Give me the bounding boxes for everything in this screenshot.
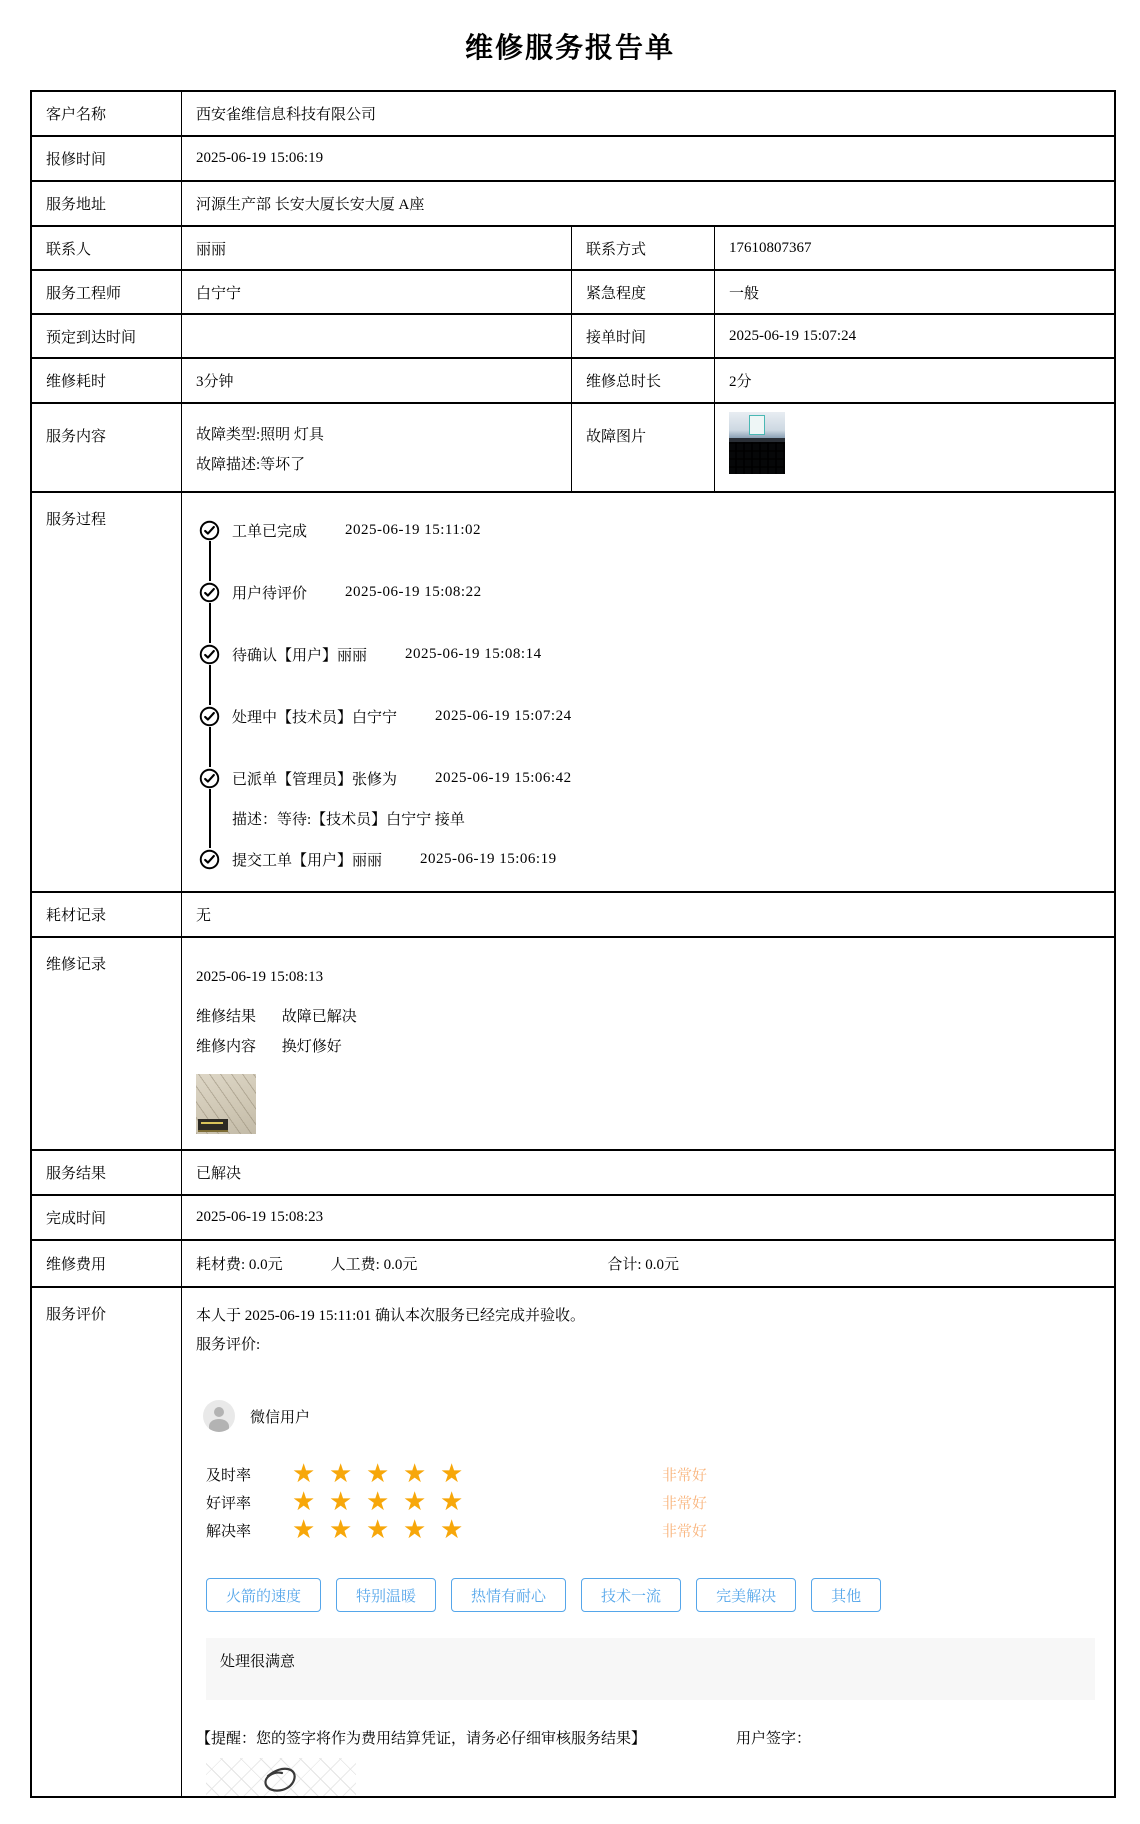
repair-photo-thumbnail[interactable] <box>196 1074 256 1134</box>
star-icon[interactable]: ★ <box>403 1515 427 1545</box>
finish-time-value: 2025-06-19 15:08:23 <box>181 1196 1114 1239</box>
star-rating[interactable] <box>292 1461 477 1487</box>
fees-cell <box>181 1241 1114 1286</box>
star-icon[interactable]: ★ <box>292 1515 316 1545</box>
fault-photo-thumbnail[interactable] <box>729 412 785 474</box>
total-time-label: 维修总时长 <box>571 359 714 402</box>
rating-row-praise <box>206 1488 1114 1516</box>
page-title: 维修服务报告单 <box>464 33 675 64</box>
report-table <box>30 90 1116 1798</box>
star-icon[interactable]: ★ <box>329 1487 353 1517</box>
consumables-value: 无 <box>181 893 1114 936</box>
star-icon[interactable]: ★ <box>366 1487 390 1517</box>
signature-reminder: 【提醒：您的签字将作为费用结算凭证，请务必仔细审核服务结果】 <box>196 1731 647 1747</box>
fault-photo-screen-card <box>749 415 765 435</box>
star-icon[interactable]: ★ <box>403 1459 427 1489</box>
rating-name: 好评率 <box>206 1495 252 1512</box>
rating-remark: 非常好 <box>662 1523 708 1540</box>
rating-name: 及时率 <box>206 1467 252 1484</box>
step-time: 2025-06-19 15:06:19 <box>420 850 557 867</box>
row-report-time <box>32 137 1114 182</box>
step-text: 用户待评价 <box>232 585 308 602</box>
fault-image-cell <box>714 404 1114 491</box>
labor-fee: 人工费: 0.0元 <box>330 1257 418 1273</box>
signature-label: 用户签字： <box>736 1731 812 1747</box>
step-text: 待确认【用户】丽丽 <box>232 647 368 664</box>
row-scheduled <box>32 315 1114 359</box>
step-time: 2025-06-19 15:08:14 <box>405 645 542 662</box>
star-icon[interactable]: ★ <box>292 1459 316 1489</box>
step-time: 2025-06-19 15:06:42 <box>435 769 572 786</box>
step-text: 提交工单【用户】丽丽 <box>232 852 383 869</box>
dispatch-description-block <box>199 789 1114 848</box>
step-time: 2025-06-19 15:07:24 <box>435 707 572 724</box>
address-value: 河源生产部 长安大厦长安大厦 A座 <box>181 182 1114 225</box>
row-finish-time <box>32 1196 1114 1241</box>
report-time-label: 报修时间 <box>46 152 107 168</box>
total-time-value: 2分 <box>714 359 1114 402</box>
phone-value: 17610807367 <box>714 227 1114 269</box>
customer-value: 西安雀维信息科技有限公司 <box>181 92 1114 135</box>
fault-image-label: 故障图片 <box>571 404 714 491</box>
tag-perfect-solution[interactable]: 完美解决 <box>696 1578 796 1612</box>
check-circle-icon <box>199 849 220 870</box>
rating-row-resolution <box>206 1516 1114 1544</box>
timeline-step <box>199 848 1114 870</box>
row-evaluation <box>32 1288 1114 1796</box>
repair-content-label: 维修内容 <box>196 1039 257 1055</box>
phone-label: 联系方式 <box>571 227 714 269</box>
repair-result-label: 维修结果 <box>196 1009 257 1025</box>
report-time-value: 2025-06-19 15:06:19 <box>181 137 1114 180</box>
process-label: 服务过程 <box>46 512 107 528</box>
total-fee: 合计: 0.0元 <box>607 1257 680 1273</box>
rating-remark: 非常好 <box>662 1467 708 1484</box>
row-service-content <box>32 404 1114 493</box>
confirmation-text: 本人于 2025-06-19 15:11:01 确认本次服务已经完成并验收。 <box>196 1308 586 1324</box>
evaluation-label: 服务评价 <box>46 1307 107 1323</box>
address-label: 服务地址 <box>46 197 107 213</box>
step-time: 2025-06-19 15:08:22 <box>345 583 482 600</box>
star-icon[interactable]: ★ <box>366 1459 390 1489</box>
accepted-value: 2025-06-19 15:07:24 <box>714 315 1114 357</box>
fault-desc-text: 故障描述:等坏了 <box>196 457 306 473</box>
timeline-step <box>199 519 1114 541</box>
rating-rows <box>196 1460 1114 1544</box>
row-engineer <box>32 271 1114 315</box>
evaluation-sub-label: 服务评价: <box>196 1337 261 1353</box>
star-icon[interactable]: ★ <box>440 1459 464 1489</box>
star-icon[interactable]: ★ <box>440 1515 464 1545</box>
engineer-value: 白宁宁 <box>181 271 571 313</box>
repair-record-time: 2025-06-19 15:08:13 <box>196 969 324 985</box>
fault-photo-keyboard <box>729 442 785 474</box>
contact-label: 联系人 <box>46 241 92 258</box>
material-fee: 耗材费: 0.0元 <box>196 1257 283 1273</box>
finish-time-label: 完成时间 <box>46 1211 107 1227</box>
repair-result-line <box>196 1002 1114 1032</box>
user-comment: 处理很满意 <box>220 1654 296 1670</box>
repair-content-value: 换灯修好 <box>281 1039 342 1055</box>
check-circle-icon <box>199 644 220 665</box>
rating-name: 解决率 <box>206 1523 252 1540</box>
repair-result-value: 故障已解决 <box>281 1009 357 1025</box>
timeline-step <box>199 705 1114 727</box>
praise-tags <box>206 1578 1114 1612</box>
row-process <box>32 493 1114 893</box>
star-icon[interactable]: ★ <box>292 1487 316 1517</box>
timeline-step <box>199 767 1114 789</box>
star-icon[interactable]: ★ <box>440 1487 464 1517</box>
duration-label: 维修耗时 <box>46 374 107 390</box>
timeline-connector <box>209 727 211 767</box>
service-result-value: 已解决 <box>181 1151 1114 1194</box>
row-fees <box>32 1241 1114 1288</box>
star-icon[interactable]: ★ <box>403 1487 427 1517</box>
user-avatar-icon <box>203 1400 235 1432</box>
star-icon[interactable]: ★ <box>366 1515 390 1545</box>
tag-enthusiastic-patient[interactable]: 热情有耐心 <box>451 1578 566 1612</box>
check-circle-icon <box>199 582 220 603</box>
timeline-connector <box>209 603 211 643</box>
row-repair-record <box>32 938 1114 1151</box>
evaluation-cell <box>181 1288 1114 1796</box>
check-circle-icon <box>199 706 220 727</box>
check-circle-icon <box>199 520 220 541</box>
customer-label: 客户名称 <box>46 107 107 123</box>
star-rating[interactable] <box>292 1517 477 1543</box>
star-rating[interactable] <box>292 1489 477 1515</box>
tag-other[interactable]: 其他 <box>811 1578 881 1612</box>
contact-value: 丽丽 <box>181 227 571 269</box>
check-circle-icon <box>199 768 220 789</box>
service-result-label: 服务结果 <box>46 1166 107 1182</box>
step-time: 2025-06-19 15:11:02 <box>345 521 482 538</box>
timeline-connector <box>209 541 211 581</box>
tag-especially-warm[interactable]: 特别温暖 <box>336 1578 436 1612</box>
star-icon[interactable]: ★ <box>329 1459 353 1489</box>
service-content-value <box>181 404 571 491</box>
user-signature-image <box>206 1758 356 1796</box>
consumables-label: 耗材记录 <box>46 908 107 924</box>
reviewer-name: 微信用户 <box>250 1409 311 1426</box>
service-content-label: 服务内容 <box>46 429 107 445</box>
row-contact <box>32 227 1114 271</box>
row-customer <box>32 92 1114 137</box>
urgency-value: 一般 <box>714 271 1114 313</box>
repair-record-cell <box>181 938 1114 1149</box>
signature-stroke <box>206 1758 356 1796</box>
row-duration <box>32 359 1114 404</box>
repair-content-line <box>196 1032 1114 1062</box>
process-timeline <box>181 493 1114 891</box>
fees-label: 维修费用 <box>46 1257 107 1273</box>
user-comment-box <box>206 1638 1095 1700</box>
reminder-line <box>196 1728 1114 1750</box>
timeline-step <box>199 581 1114 603</box>
step-text: 已派单【管理员】张修为 <box>232 771 398 788</box>
scheduled-value <box>181 315 571 357</box>
repair-photo-label-patch <box>198 1119 228 1130</box>
row-consumables <box>32 893 1114 938</box>
repair-record-label: 维修记录 <box>46 957 107 973</box>
duration-value: 3分钟 <box>181 359 571 402</box>
step-text: 工单已完成 <box>232 523 308 540</box>
step-text: 处理中【技术员】白宁宁 <box>232 709 398 726</box>
star-icon[interactable]: ★ <box>329 1515 353 1545</box>
row-address <box>32 182 1114 227</box>
engineer-label: 服务工程师 <box>46 285 122 302</box>
rating-remark: 非常好 <box>662 1495 708 1512</box>
timeline-connector <box>209 665 211 705</box>
reviewer-line <box>196 1400 1114 1432</box>
row-service-result <box>32 1151 1114 1196</box>
timeline-connector <box>209 789 211 848</box>
urgency-label: 紧急程度 <box>571 271 714 313</box>
dispatch-description: 描述：等待:【技术员】白宁宁 接单 <box>232 812 465 828</box>
rating-row-timeliness <box>206 1460 1114 1488</box>
scheduled-label: 预定到达时间 <box>46 329 137 346</box>
tag-top-skill[interactable]: 技术一流 <box>581 1578 681 1612</box>
tag-rocket-speed[interactable]: 火箭的速度 <box>206 1578 321 1612</box>
timeline-step <box>199 643 1114 665</box>
accepted-label: 接单时间 <box>571 315 714 357</box>
fault-type-text: 故障类型:照明 灯具 <box>196 427 324 443</box>
